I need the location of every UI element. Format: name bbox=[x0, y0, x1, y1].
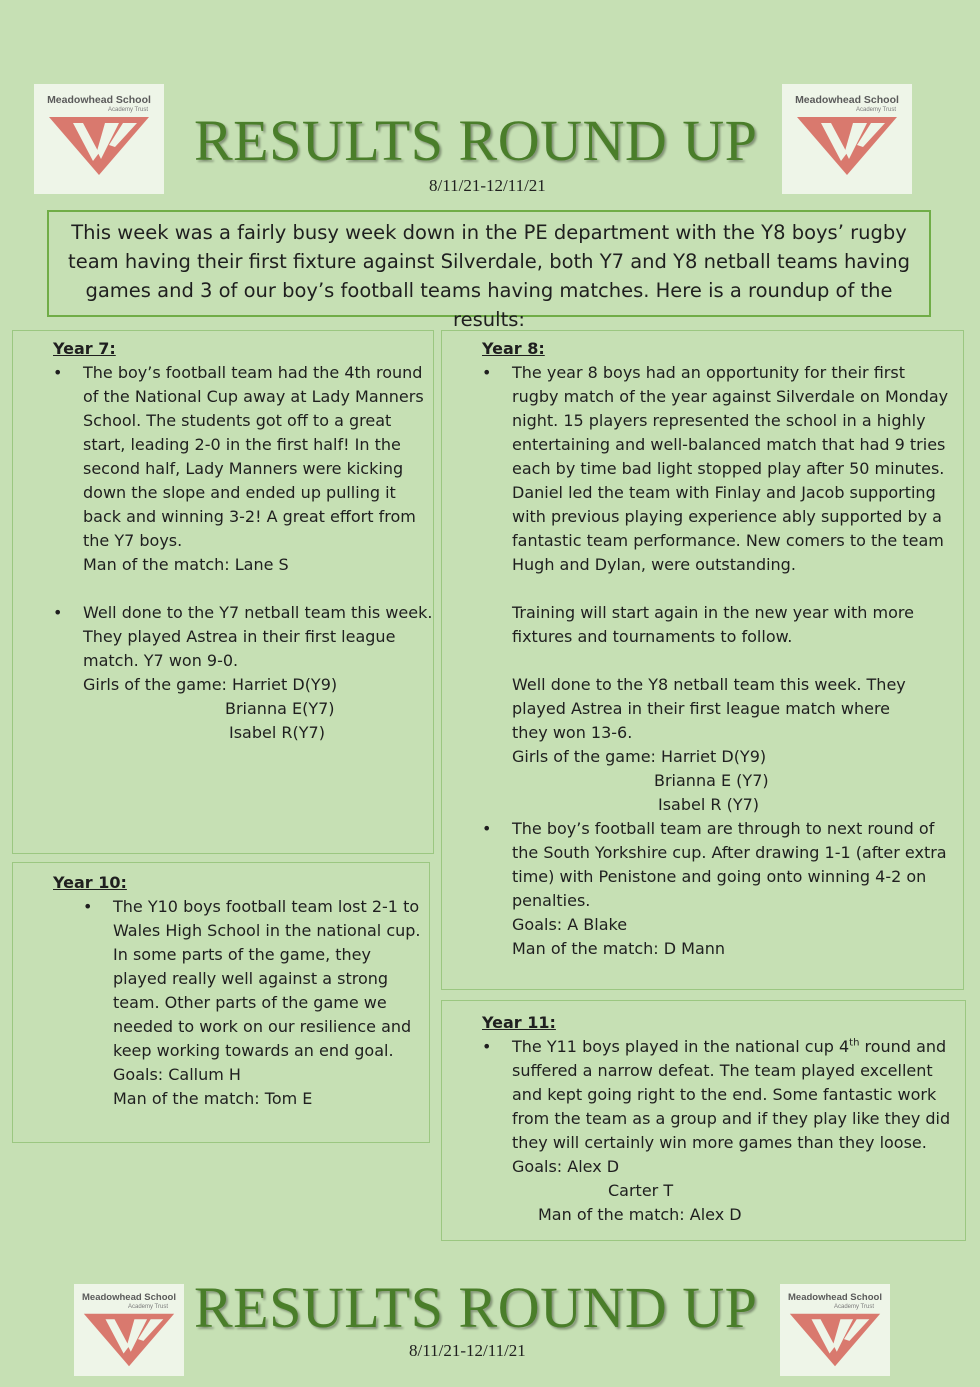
logo-school-name: Meadowhead School bbox=[788, 1292, 882, 1303]
school-logo bbox=[782, 84, 912, 194]
year8-football-goals: Goals: A Blake bbox=[512, 915, 628, 934]
year10-list bbox=[53, 895, 429, 1111]
year11-goals: Carter T bbox=[608, 1181, 674, 1200]
year8-list bbox=[482, 361, 955, 961]
year7-netball-girls: Brianna E(Y7) bbox=[225, 699, 335, 718]
logo-school-name: Meadowhead School bbox=[82, 1292, 176, 1303]
year11-heading: Year 11: bbox=[482, 1013, 556, 1032]
logo-trust-name: Academy Trust bbox=[833, 1304, 874, 1310]
logo-chevron-emblem bbox=[795, 115, 899, 177]
year10-section bbox=[12, 862, 430, 1143]
school-logo bbox=[34, 84, 164, 194]
list-item bbox=[482, 1035, 957, 1227]
year8-football-text: • The boy’s football team are through to next round of the South Yorkshire cup. After drawing 1-1 (after extra time) with Penistone and going onto winning 4-2 on penalties. bbox=[512, 819, 947, 910]
school-logo bbox=[74, 1284, 184, 1376]
year7-netball-text: • Well done to the Y7 netball team this week. They played Astrea in their first league match. Y7 won 9-0. bbox=[83, 603, 433, 670]
year8-netball-text: Well done to the Y8 netball team this week. They played Astrea in their first league match where they won 13-6. bbox=[512, 675, 906, 742]
year8-netball-girls: Isabel R (Y7) bbox=[658, 795, 760, 814]
year11-list bbox=[482, 1035, 957, 1227]
year7-list bbox=[53, 361, 433, 745]
year7-heading: Year 7: bbox=[53, 339, 116, 358]
year10-text: • The Y10 boys football team lost 2-1 to Wales High School in the national cup. In some parts of the game, they played really well against a strong team. Other parts of the game we needed to work on our resilience and keep working towards an end goal. bbox=[113, 897, 421, 1060]
year8-heading: Year 8: bbox=[482, 339, 545, 358]
year7-section bbox=[12, 330, 434, 854]
year8-football-motm: Man of the match: D Mann bbox=[512, 939, 726, 958]
year10-motm: Man of the match: Tom E bbox=[113, 1089, 313, 1108]
year11-goals: Goals: Alex D bbox=[512, 1157, 620, 1176]
year7-netball-girls: Isabel R(Y7) bbox=[229, 723, 325, 742]
logo-trust-name: Academy Trust bbox=[127, 1304, 168, 1310]
logo-trust-name: Academy Trust bbox=[107, 107, 148, 113]
year11-section bbox=[441, 1000, 966, 1241]
school-logo bbox=[780, 1284, 890, 1376]
year8-rugby-text: • The year 8 boys had an opportunity for their first rugby match of the year against Silverdale on Monday night. 15 players represented the school in a highly entertaining and well-balanced match that had 9 tries each by time bad light stopped play after 50 minutes. Daniel led the team with Finlay and Jacob supporting with previous playing experience ably supported by a fantastic team performance. New comers to the team Hugh and Dylan, were outstanding. bbox=[512, 363, 949, 574]
year8-netball-girls: Girls of the game: Harriet D(Y9) bbox=[512, 747, 767, 766]
footer-date-range: 8/11/21-12/11/21 bbox=[409, 1341, 526, 1360]
year7-netball-girls: Girls of the game: Harriet D(Y9) bbox=[83, 675, 338, 694]
logo-trust-name: Academy Trust bbox=[855, 107, 896, 113]
list-item bbox=[53, 601, 433, 745]
year11-text: • The Y11 boys played in the national cup 4th round and suffered a narrow defeat. The team played excellent and kept going right to the end. Some fantastic work from the team as a group and if they play like they did they will certainly win more games than they loose. bbox=[512, 1037, 951, 1152]
logo-chevron-emblem bbox=[81, 1312, 177, 1368]
list-item bbox=[53, 361, 433, 601]
list-item bbox=[83, 895, 429, 1111]
intro-text: This week was a fairly busy week down in the PE department with the Y8 boys’ rugby team having their first fixture against Silverdale, both Y7 and Y8 netball teams having games and 3 of our boy’s football teams having matches. Here is a roundup of the results: bbox=[68, 221, 910, 331]
year10-heading: Year 10: bbox=[53, 873, 127, 892]
logo-chevron-emblem bbox=[787, 1312, 883, 1368]
page-title: RESULTS ROUND UP bbox=[194, 108, 758, 173]
logo-school-name: Meadowhead School bbox=[47, 94, 151, 106]
date-range: 8/11/21-12/11/21 bbox=[429, 176, 546, 195]
list-item bbox=[482, 361, 955, 817]
footer-title: RESULTS ROUND UP bbox=[194, 1275, 758, 1340]
intro-box bbox=[47, 210, 931, 331]
year8-section bbox=[441, 330, 964, 990]
logo-school-name: Meadowhead School bbox=[795, 94, 899, 106]
list-item bbox=[482, 817, 955, 961]
year7-football-motm: Man of the match: Lane S bbox=[83, 555, 289, 574]
year7-football-text: • The boy’s football team had the 4th round of the National Cup away at Lady Manners School. The students got off to a great start, leading 2-0 in the first half! In the second half, Lady Manners were kicking down the slope and ended up pulling it back and winning 3-2! A great effort from the Y7 boys. bbox=[83, 363, 424, 550]
year8-netball-girls: Brianna E (Y7) bbox=[654, 771, 769, 790]
logo-chevron-emblem bbox=[47, 115, 151, 177]
year11-motm: Man of the match: Alex D bbox=[538, 1205, 742, 1224]
year10-goals: Goals: Callum H bbox=[113, 1065, 241, 1084]
year8-training-text: Training will start again in the new year with more fixtures and tournaments to follow. bbox=[512, 603, 914, 646]
